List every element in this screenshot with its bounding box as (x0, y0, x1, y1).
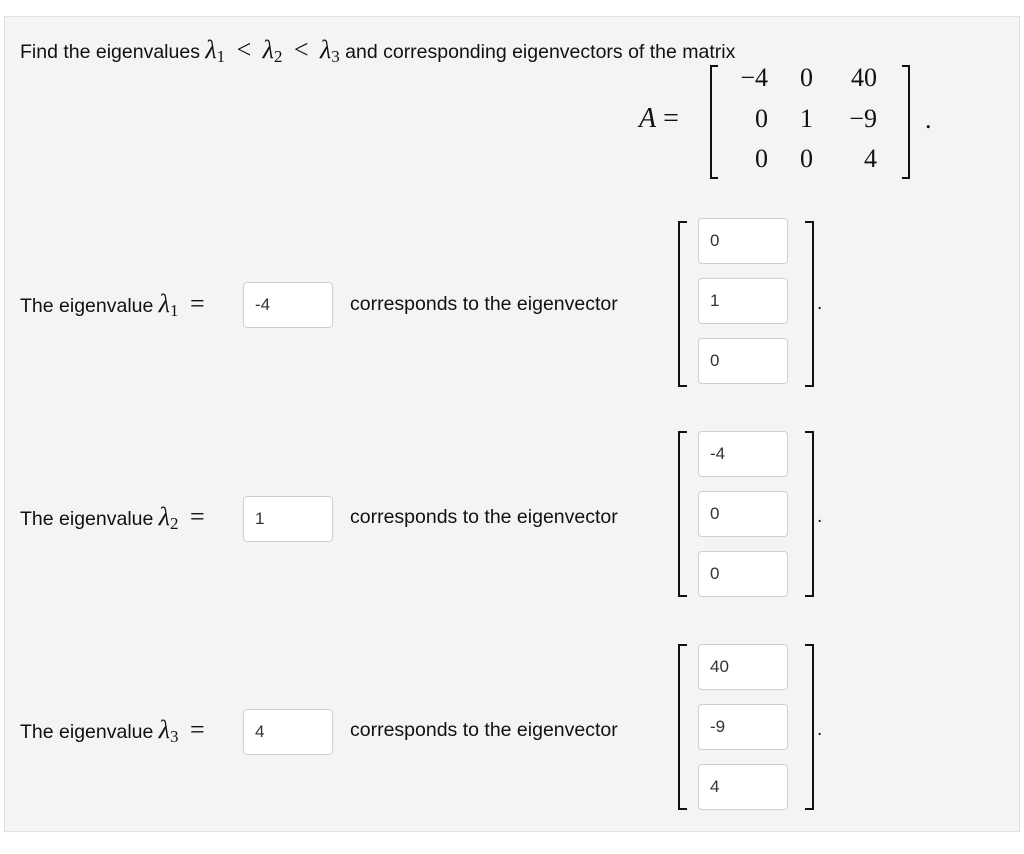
corresponds-text: corresponds to the eigenvector (350, 719, 618, 741)
vector-period: . (817, 719, 823, 740)
matrix-cell: 1 (800, 104, 813, 133)
vector-right-bracket (805, 644, 814, 810)
prompt-prefix: Find the eigenvalues (20, 41, 200, 63)
question-prompt (20, 37, 735, 70)
matrix-cell: 4 (864, 144, 877, 173)
matrix-cell: −4 (740, 63, 768, 92)
matrix-cell: 0 (755, 104, 768, 133)
eigenvector-1-component-1-input[interactable]: 0 (698, 218, 788, 264)
lambda-1-symbol: $\lambda_1$ (205, 35, 226, 66)
corresponds-text: corresponds to the eigenvector (350, 293, 618, 315)
eigenvector-3-component-1-input[interactable]: 40 (698, 644, 788, 690)
corresponds-text: corresponds to the eigenvector (350, 506, 618, 528)
eigenvector-2-component-3-input[interactable]: 0 (698, 551, 788, 597)
eigenvector-3-component-3-input[interactable]: 4 (698, 764, 788, 810)
eigenvalue-1-input[interactable]: -4 (243, 282, 333, 328)
eigenvalue-label: The eigenvalue $\lambda_2$ = (20, 502, 205, 533)
matrix-left-bracket (710, 65, 718, 179)
vector-period: . (817, 506, 823, 527)
lambda-3-symbol: $\lambda_3$ (319, 35, 340, 66)
vector-period: . (817, 293, 823, 314)
eigenvalue-label: The eigenvalue $\lambda_1$ = (20, 289, 205, 320)
vector-left-bracket (678, 644, 687, 810)
less-than-1: < (236, 35, 252, 64)
eigenvector-3-component-2-input[interactable]: -9 (698, 704, 788, 750)
eigenvalue-label: The eigenvalue $\lambda_3$ = (20, 715, 205, 746)
vector-left-bracket (678, 221, 687, 387)
prompt-suffix: and corresponding eigenvectors of the matrix (345, 41, 736, 63)
question-panel (4, 16, 1020, 832)
vector-right-bracket (805, 431, 814, 597)
eigenvector-1-component-3-input[interactable]: 0 (698, 338, 788, 384)
eigenvector-1-component-2-input[interactable]: 1 (698, 278, 788, 324)
matrix-cell: 0 (800, 63, 813, 92)
matrix-label: A = (639, 103, 679, 134)
matrix-cell: 40 (851, 63, 877, 92)
matrix-right-bracket (902, 65, 910, 179)
lambda-2-symbol: $\lambda_2$ (262, 35, 283, 66)
eigenvector-2-component-2-input[interactable]: 0 (698, 491, 788, 537)
eigenvector-2-component-1-input[interactable]: -4 (698, 431, 788, 477)
eigenvalue-2-input[interactable]: 1 (243, 496, 333, 542)
eigenvalue-3-input[interactable]: 4 (243, 709, 333, 755)
vector-right-bracket (805, 221, 814, 387)
matrix-cell: −9 (849, 104, 877, 133)
matrix-cell: 0 (755, 144, 768, 173)
matrix-period: . (925, 105, 932, 134)
vector-left-bracket (678, 431, 687, 597)
matrix-cell: 0 (800, 144, 813, 173)
less-than-2: < (293, 35, 309, 64)
